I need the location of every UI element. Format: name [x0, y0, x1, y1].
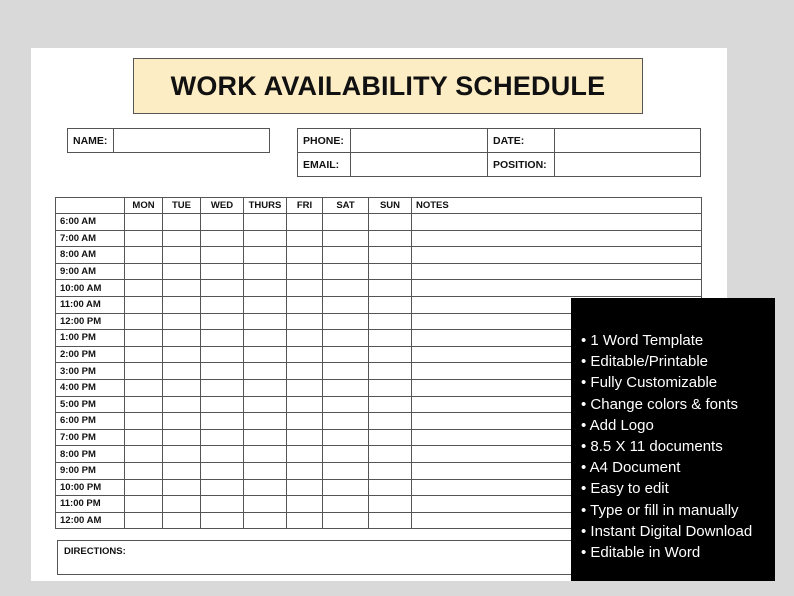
- header-wed: WED: [201, 198, 244, 214]
- schedule-cell[interactable]: [323, 280, 369, 297]
- header-thurs: THURS: [244, 198, 287, 214]
- schedule-cell[interactable]: [369, 247, 412, 264]
- schedule-cell[interactable]: [323, 462, 369, 479]
- schedule-cell[interactable]: [287, 446, 323, 463]
- schedule-cell[interactable]: [201, 330, 244, 347]
- position-label: POSITION:: [488, 153, 555, 177]
- schedule-cell[interactable]: [201, 263, 244, 280]
- email-label: EMAIL:: [298, 153, 351, 177]
- schedule-cell[interactable]: [369, 496, 412, 513]
- date-field[interactable]: [555, 129, 701, 153]
- header-time: [56, 198, 125, 214]
- table-row: [56, 230, 702, 247]
- schedule-cell[interactable]: [201, 280, 244, 297]
- time-label: 6:00 AM: [56, 214, 125, 231]
- time-label: 11:00 AM: [56, 296, 125, 313]
- schedule-cell[interactable]: [163, 247, 201, 264]
- features-list: [581, 330, 775, 563]
- schedule-cell[interactable]: [412, 280, 702, 297]
- schedule-cell[interactable]: [201, 512, 244, 529]
- time-label: 6:00 PM: [56, 413, 125, 430]
- schedule-cell[interactable]: [163, 479, 201, 496]
- schedule-cell[interactable]: [163, 363, 201, 380]
- schedule-cell[interactable]: [244, 413, 287, 430]
- schedule-cell[interactable]: [125, 263, 163, 280]
- schedule-cell[interactable]: [125, 363, 163, 380]
- schedule-cell[interactable]: [163, 496, 201, 513]
- header-notes: NOTES: [412, 198, 702, 214]
- schedule-cell[interactable]: [201, 462, 244, 479]
- schedule-cell[interactable]: [125, 346, 163, 363]
- schedule-cell[interactable]: [244, 230, 287, 247]
- schedule-cell[interactable]: [412, 263, 702, 280]
- directions-label: DIRECTIONS:: [64, 546, 126, 557]
- schedule-cell[interactable]: [244, 247, 287, 264]
- directions-box[interactable]: [57, 540, 577, 575]
- schedule-cell[interactable]: [201, 363, 244, 380]
- schedule-cell[interactable]: [201, 413, 244, 430]
- schedule-cell[interactable]: [287, 429, 323, 446]
- schedule-cell[interactable]: [244, 446, 287, 463]
- schedule-cell[interactable]: [125, 462, 163, 479]
- time-label: 8:00 PM: [56, 446, 125, 463]
- feature-item: • 1 Word Template: [581, 332, 704, 349]
- time-label: 12:00 AM: [56, 512, 125, 529]
- schedule-cell[interactable]: [287, 346, 323, 363]
- schedule-cell[interactable]: [163, 296, 201, 313]
- schedule-cell[interactable]: [323, 446, 369, 463]
- schedule-cell[interactable]: [287, 313, 323, 330]
- schedule-cell[interactable]: [323, 379, 369, 396]
- time-label: 9:00 PM: [56, 462, 125, 479]
- schedule-cell[interactable]: [125, 379, 163, 396]
- schedule-cell[interactable]: [125, 296, 163, 313]
- schedule-cell[interactable]: [287, 512, 323, 529]
- schedule-cell[interactable]: [125, 313, 163, 330]
- schedule-cell[interactable]: [287, 247, 323, 264]
- feature-item: • Editable in Word: [581, 544, 701, 562]
- schedule-cell[interactable]: [323, 296, 369, 313]
- schedule-cell[interactable]: [323, 313, 369, 330]
- schedule-cell[interactable]: [287, 462, 323, 479]
- schedule-cell[interactable]: [323, 512, 369, 529]
- schedule-cell[interactable]: [244, 263, 287, 280]
- schedule-cell[interactable]: [323, 247, 369, 264]
- schedule-cell[interactable]: [163, 214, 201, 231]
- header-tue: TUE: [163, 198, 201, 214]
- schedule-cell[interactable]: [323, 413, 369, 430]
- schedule-cell[interactable]: [369, 280, 412, 297]
- schedule-cell[interactable]: [163, 280, 201, 297]
- schedule-cell[interactable]: [287, 496, 323, 513]
- schedule-cell[interactable]: [244, 496, 287, 513]
- schedule-cell[interactable]: [201, 296, 244, 313]
- schedule-cell[interactable]: [125, 479, 163, 496]
- schedule-cell[interactable]: [369, 214, 412, 231]
- schedule-cell[interactable]: [369, 346, 412, 363]
- name-label: NAME:: [68, 129, 114, 153]
- schedule-cell[interactable]: [369, 263, 412, 280]
- schedule-cell[interactable]: [163, 330, 201, 347]
- schedule-cell[interactable]: [125, 280, 163, 297]
- feature-item: • Type or fill in manually: [581, 501, 739, 519]
- table-row: [56, 280, 702, 297]
- schedule-cell[interactable]: [323, 479, 369, 496]
- time-label: 2:00 PM: [56, 346, 125, 363]
- feature-item: • 8.5 X 11 documents: [581, 438, 723, 456]
- schedule-cell[interactable]: [369, 479, 412, 496]
- schedule-cell[interactable]: [201, 346, 244, 363]
- position-field[interactable]: [555, 153, 701, 177]
- schedule-cell[interactable]: [125, 247, 163, 264]
- schedule-cell[interactable]: [244, 330, 287, 347]
- contact-field-group: [297, 128, 701, 177]
- schedule-cell[interactable]: [201, 479, 244, 496]
- schedule-cell[interactable]: [125, 413, 163, 430]
- schedule-cell[interactable]: [244, 280, 287, 297]
- header-fri: FRI: [287, 198, 323, 214]
- schedule-cell[interactable]: [244, 396, 287, 413]
- schedule-cell[interactable]: [412, 230, 702, 247]
- schedule-cell[interactable]: [287, 214, 323, 231]
- phone-label: PHONE:: [298, 129, 351, 153]
- schedule-cell[interactable]: [287, 263, 323, 280]
- schedule-title: WORK AVAILABILITY SCHEDULE: [133, 58, 643, 114]
- schedule-cell[interactable]: [323, 496, 369, 513]
- schedule-cell[interactable]: [323, 230, 369, 247]
- schedule-cell[interactable]: [287, 330, 323, 347]
- schedule-cell[interactable]: [244, 363, 287, 380]
- features-overlay: [571, 298, 775, 581]
- schedule-cell[interactable]: [323, 214, 369, 231]
- phone-field[interactable]: [351, 129, 488, 153]
- schedule-cell[interactable]: [125, 214, 163, 231]
- schedule-cell[interactable]: [163, 446, 201, 463]
- time-label: 11:00 PM: [56, 496, 125, 513]
- table-header-row: [56, 198, 702, 214]
- schedule-cell[interactable]: [125, 429, 163, 446]
- schedule-cell[interactable]: [287, 363, 323, 380]
- schedule-cell[interactable]: [125, 330, 163, 347]
- email-field[interactable]: [351, 153, 488, 177]
- schedule-cell[interactable]: [369, 512, 412, 529]
- schedule-cell[interactable]: [201, 214, 244, 231]
- schedule-cell[interactable]: [163, 230, 201, 247]
- schedule-cell[interactable]: [244, 462, 287, 479]
- schedule-cell[interactable]: [244, 479, 287, 496]
- schedule-cell[interactable]: [287, 379, 323, 396]
- time-label: 9:00 AM: [56, 263, 125, 280]
- feature-item: • Instant Digital Download: [581, 522, 753, 540]
- schedule-cell[interactable]: [163, 462, 201, 479]
- time-label: 8:00 AM: [56, 247, 125, 264]
- schedule-cell[interactable]: [201, 247, 244, 264]
- schedule-cell[interactable]: [125, 396, 163, 413]
- schedule-cell[interactable]: [369, 446, 412, 463]
- header-sat: SAT: [323, 198, 369, 214]
- schedule-cell[interactable]: [369, 363, 412, 380]
- schedule-cell[interactable]: [369, 379, 412, 396]
- schedule-cell[interactable]: [369, 429, 412, 446]
- schedule-cell[interactable]: [163, 263, 201, 280]
- schedule-cell[interactable]: [369, 396, 412, 413]
- schedule-cell[interactable]: [244, 346, 287, 363]
- schedule-cell[interactable]: [287, 413, 323, 430]
- schedule-cell[interactable]: [244, 429, 287, 446]
- schedule-cell[interactable]: [163, 512, 201, 529]
- schedule-cell[interactable]: [125, 446, 163, 463]
- feature-item: • A4 Document: [581, 459, 681, 477]
- schedule-cell[interactable]: [201, 496, 244, 513]
- schedule-cell[interactable]: [163, 396, 201, 413]
- time-label: 10:00 AM: [56, 280, 125, 297]
- time-label: 1:00 PM: [56, 330, 125, 347]
- schedule-cell[interactable]: [323, 363, 369, 380]
- schedule-cell[interactable]: [244, 379, 287, 396]
- schedule-cell[interactable]: [287, 230, 323, 247]
- schedule-cell[interactable]: [125, 512, 163, 529]
- header-sun: SUN: [369, 198, 412, 214]
- schedule-cell[interactable]: [201, 230, 244, 247]
- schedule-cell[interactable]: [323, 346, 369, 363]
- schedule-cell[interactable]: [369, 413, 412, 430]
- schedule-cell[interactable]: [287, 479, 323, 496]
- schedule-cell[interactable]: [369, 230, 412, 247]
- header-mon: MON: [125, 198, 163, 214]
- schedule-cell[interactable]: [244, 296, 287, 313]
- schedule-cell[interactable]: [163, 379, 201, 396]
- schedule-cell[interactable]: [287, 396, 323, 413]
- schedule-cell[interactable]: [201, 379, 244, 396]
- schedule-cell[interactable]: [244, 313, 287, 330]
- schedule-cell[interactable]: [369, 462, 412, 479]
- schedule-cell[interactable]: [412, 214, 702, 231]
- feature-item: • Easy to edit: [581, 480, 669, 498]
- feature-item: • Fully Customizable: [581, 374, 718, 392]
- feature-item: • Editable/Printable: [581, 353, 708, 371]
- schedule-cell[interactable]: [125, 496, 163, 513]
- time-label: 7:00 PM: [56, 429, 125, 446]
- schedule-cell[interactable]: [163, 346, 201, 363]
- schedule-cell[interactable]: [323, 330, 369, 347]
- feature-item: • Change colors & fonts: [581, 395, 739, 413]
- schedule-cell[interactable]: [244, 214, 287, 231]
- schedule-cell[interactable]: [201, 313, 244, 330]
- schedule-cell[interactable]: [287, 296, 323, 313]
- schedule-cell[interactable]: [201, 429, 244, 446]
- time-label: 10:00 PM: [56, 479, 125, 496]
- schedule-cell[interactable]: [163, 313, 201, 330]
- date-label: DATE:: [488, 129, 555, 153]
- schedule-cell[interactable]: [323, 396, 369, 413]
- schedule-cell[interactable]: [201, 396, 244, 413]
- schedule-cell[interactable]: [323, 263, 369, 280]
- time-label: 5:00 PM: [56, 396, 125, 413]
- table-row: [56, 214, 702, 231]
- feature-item: • Add Logo: [581, 416, 654, 434]
- time-label: 7:00 AM: [56, 230, 125, 247]
- schedule-cell[interactable]: [125, 230, 163, 247]
- time-label: 4:00 PM: [56, 379, 125, 396]
- name-field[interactable]: [114, 129, 270, 153]
- table-row: [56, 247, 702, 264]
- name-field-group: [67, 128, 270, 153]
- time-label: 12:00 PM: [56, 313, 125, 330]
- schedule-cell[interactable]: [163, 413, 201, 430]
- schedule-cell[interactable]: [369, 296, 412, 313]
- schedule-cell[interactable]: [287, 280, 323, 297]
- schedule-cell[interactable]: [163, 429, 201, 446]
- schedule-cell[interactable]: [369, 313, 412, 330]
- schedule-cell[interactable]: [412, 247, 702, 264]
- time-label: 3:00 PM: [56, 363, 125, 380]
- schedule-cell[interactable]: [201, 446, 244, 463]
- table-row: [56, 263, 702, 280]
- schedule-cell[interactable]: [244, 512, 287, 529]
- schedule-cell[interactable]: [369, 330, 412, 347]
- schedule-cell[interactable]: [323, 429, 369, 446]
